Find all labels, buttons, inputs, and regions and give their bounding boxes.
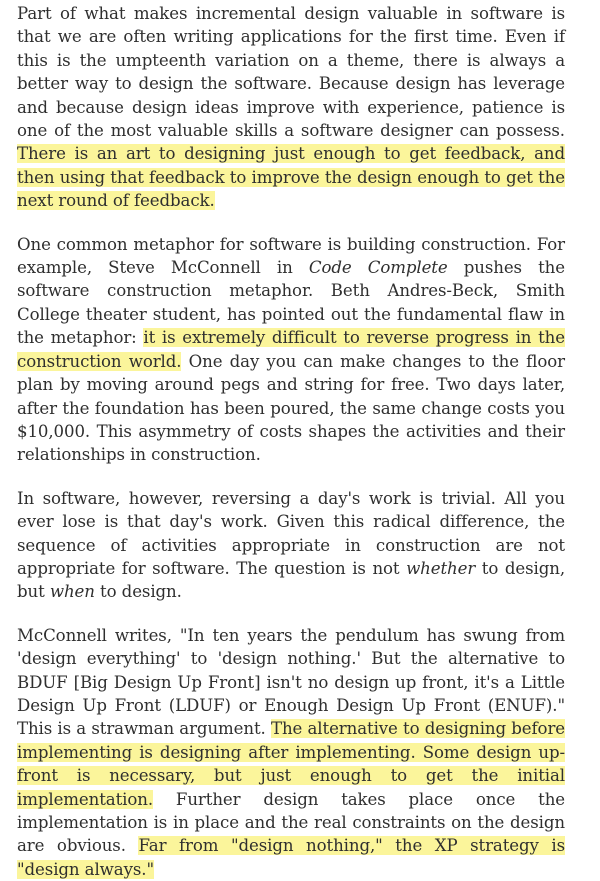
text-segment: pushes the software construction metaphor. Beth Andres-Beck, Smith College theater student, has pointed out the fundamental flaw in the metaphor: [17,258,565,348]
highlighted-text: it is extremely difficult to reverse progress in the construction world. [17,328,565,371]
highlighted-text: There is an art to designing just enough to get feedback, and then using that feedback to improve the design enough to get the next round of feedback. [17,144,565,211]
text-segment: Further design takes place once the implementation is in place and the real constraints on the design are obvious. [17,789,565,856]
paragraph-2 [17,233,565,467]
highlighted-text: The alternative to designing before implementing is designing after implementing. Some design up-front is necessary, but just enough to get the initial implementation. [17,719,565,809]
emphasis-text: when [49,582,95,602]
text-segment: One day you can make changes to the floor plan by moving around pegs and string for free. Two days later, after the foundation has been poured, the same change costs you $10,000. This asymmetry of costs shapes the activities and their relationships in construction. [17,351,565,465]
text-segment: Part of what makes incremental design valuable in software is that we are often writing applications for the first time. Even if this is the umpteenth variation on a theme, there is always a better way to design the software. Because design has leverage and because design ideas improve with experience, patience is one of the most valuable skills a software designer can possess. [17,4,565,141]
text-segment: to design, but [17,558,565,602]
emphasis-text: whether [406,558,476,578]
text-segment: One common metaphor for software is building construction. For example, Steve McConnell in [17,234,565,278]
text-segment: In software, however, reversing a day's work is trivial. All you ever lose is that day's work. Given this radical difference, the sequence of activities appropriate in construction are not appropriate for software. The question is not [17,488,565,578]
paragraph-3 [17,487,565,604]
book-title: Code Complete [308,258,448,278]
paragraph-1 [17,2,565,213]
text-segment: to design. [94,582,182,602]
paragraph-4 [17,624,565,881]
text-segment: McConnell writes, "In ten years the pendulum has swung from 'design everything' to 'design nothing.' But the alternative to BDUF [Big Design Up Front] isn't no design up front, it's a Little Design Up Front (LDUF) or Enough Design Up Front (ENUF)." This is a strawman argument. [17,625,565,739]
highlighted-text: Far from "design nothing," the XP strategy is "design always." [17,836,565,879]
